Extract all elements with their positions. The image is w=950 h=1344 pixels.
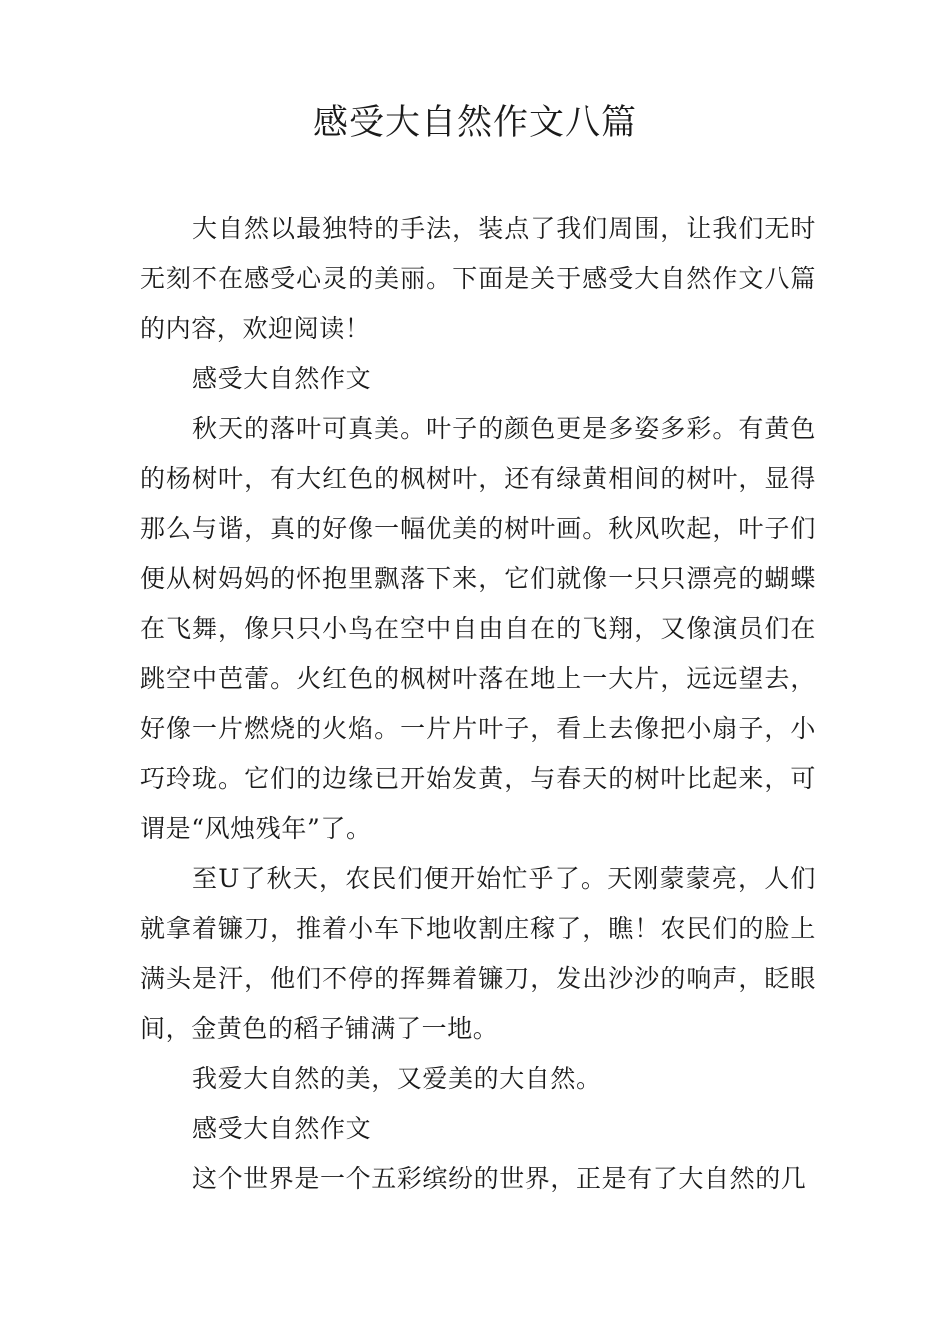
intro-paragraph: 大自然以最独特的手法，装点了我们周围，让我们无时无刻不在感受心灵的美丽。下面是关于感受大自然作文八篇的内容，欢迎阅读！ xyxy=(140,214,816,343)
document-body xyxy=(140,204,816,1204)
section-heading: 感受大自然作文 xyxy=(192,1114,372,1143)
essay-paragraph: 这个世界是一个五彩缤纷的世界，正是有了大自然的几 xyxy=(192,1164,807,1193)
essay-paragraph: 我爱大自然的美，又爱美的大自然。 xyxy=(192,1064,602,1093)
essay-paragraph: 秋天的落叶可真美。叶子的颜色更是多姿多彩。有黄色的杨树叶，有大红色的枫树叶，还有绿黄相间的树叶，显得那么与谐，真的好像一幅优美的树叶画。秋风吹起，叶子们便从树妈妈的怀抱里飘落下来，它们就像一只只漂亮的蝴蝶在飞舞，像只只小鸟在空中自由自在的飞翔，又像演员们在跳空中芭蕾。火红色的枫树叶落在地上一大片，远远望去，好像一片燃烧的火焰。一片片叶子，看上去像把小扇子，小巧玲珑。它们的边缘已开始发黄，与春天的树叶比起来，可谓是“风烛残年”了。 xyxy=(140,414,816,843)
essay-paragraph: 至U了秋天，农民们便开始忙乎了。天刚蒙蒙亮，人们就拿着镰刀，推着小车下地收割庄稼了，瞧！农民们的脸上满头是汗，他们不停的挥舞着镰刀，发出沙沙的响声，眨眼间，金黄色的稻子铺满了一地。 xyxy=(140,864,816,1043)
document-title: 感受大自然作文八篇 xyxy=(312,103,637,143)
section-heading: 感受大自然作文 xyxy=(192,364,372,393)
